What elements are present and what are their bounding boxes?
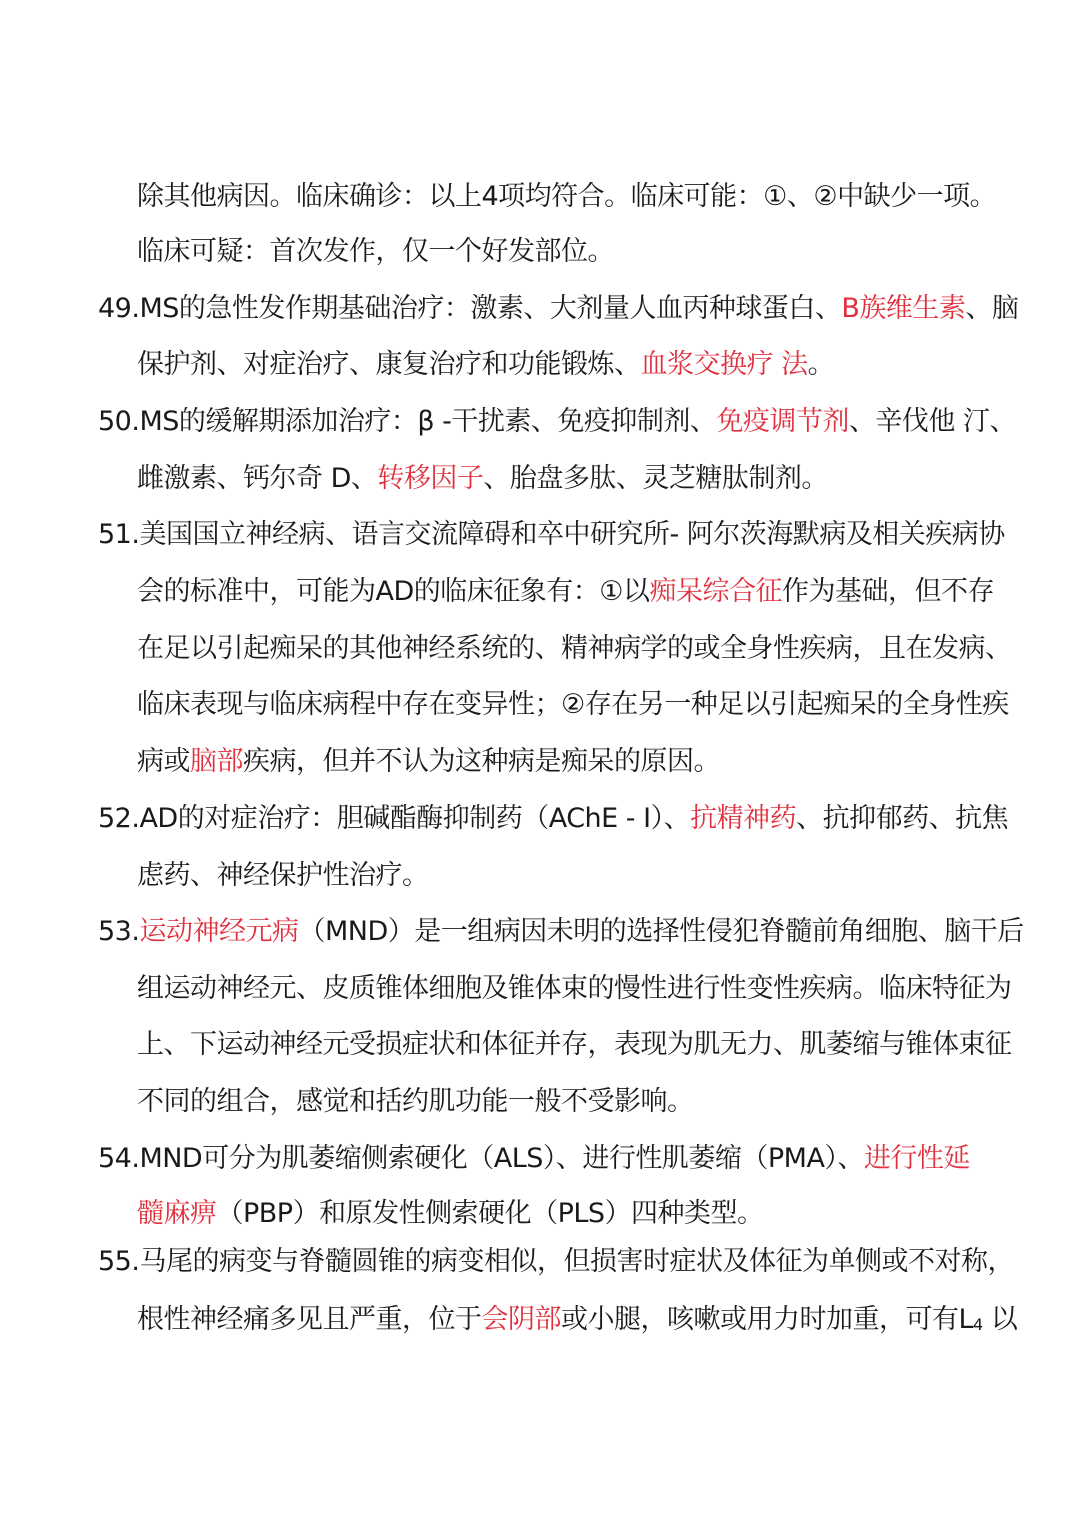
text-line-6 [137,459,828,499]
text-line-2 [137,232,614,272]
text-segment: （MND）是一组病因未明的选择性侵犯脊髓前角细胞、脑干后 [298,916,1024,947]
text-segment: 除其他病因。临床确诊：以上4项均符合。临床可能：①、②中缺少一项。 [137,181,997,212]
text-segment: 上、下运动神经元受损症状和体征并存，表现为肌无力、肌萎缩与锥体束征 [137,1029,1012,1060]
highlighted-term: 免疫调节剂 [716,406,849,437]
text-segment: （PBP）和原发性侧索硬化（PLS）四种类型。 [216,1198,764,1229]
text-segment: 不同的组合，感觉和括约肌功能一般不受影响。 [137,1086,694,1117]
text-segment: 会的标准中，可能为AD的临床征象有：①以 [137,576,650,607]
highlighted-term: B族维生素 [841,293,966,324]
text-line-17 [137,1082,694,1122]
text-line-14 [98,912,1024,952]
text-segment: 临床可疑：首次发作，仅一个好发部位。 [137,236,614,267]
text-line-10 [137,685,1009,725]
text-line-11 [137,742,720,782]
text-segment: 50.MS的缓解期添加治疗：β -干扰素、免疫抑制剂、 [98,406,717,437]
text-line-21 [137,1300,1017,1340]
highlighted-term: 髓麻痹 [137,1198,217,1229]
text-segment: 疾病，但并不认为这种病是痴呆的原因。 [243,746,720,777]
text-line-3 [98,289,1018,329]
text-line-9 [137,629,1012,669]
text-line-5 [98,402,1016,442]
text-segment: 、脑 [965,293,1019,324]
text-segment: 雌激素、钙尔奇 D、 [137,463,378,494]
text-segment: 、胎盘多肽、灵芝糖肽制剂。 [483,463,828,494]
highlighted-term: 会阴部 [481,1304,561,1335]
text-segment: 55.马尾的病变与脊髓圆锥的病变相似，但损害时症状及体征为单侧或不对称， [98,1246,1014,1277]
text-line-15 [137,969,1012,1009]
text-line-12 [98,799,1008,839]
text-segment: 保护剂、对症治疗、康复治疗和功能锻炼、 [137,349,641,380]
text-segment: 或小腿，咳嗽或用力时加重，可有L [561,1304,974,1335]
text-segment: 49.MS的急性发作期基础治疗：激素、大剂量人血丙种球蛋白、 [98,293,842,324]
text-line-16 [137,1025,1012,1065]
text-line-8 [137,572,994,612]
text-segment: 作为基础，但不存 [781,576,994,607]
text-line-19 [137,1194,764,1234]
highlighted-term: 运动神经元病 [139,916,299,947]
text-line-18 [98,1139,970,1179]
text-segment: 以 [982,1304,1018,1335]
text-segment: 53. [98,916,140,947]
text-line-13 [137,856,429,896]
subscript-text: 4 [973,1315,983,1334]
text-segment: 51.美国国立神经病、语言交流障碍和卒中研究所- 阿尔茨海默病及相关疾病协 [98,519,1005,550]
highlighted-term: 痴呆综合征 [649,576,782,607]
text-segment: 虑药、神经保护性治疗。 [137,860,429,891]
highlighted-term: 脑部 [190,746,243,777]
text-segment: 临床表现与临床病程中存在变异性；②存在另一种足以引起痴呆的全身性疾 [137,689,1009,720]
highlighted-term: 血浆交换疗 法 [640,349,808,380]
text-segment: 。 [807,349,835,380]
text-line-1 [137,177,996,217]
text-segment: 、辛伐他 汀、 [848,406,1017,437]
highlighted-term: 转移因子 [377,463,484,494]
text-segment: 组运动神经元、皮质锥体细胞及锥体束的慢性进行性变性疾病。临床特征为 [137,973,1012,1004]
text-segment: 、抗抑郁药、抗焦 [796,803,1009,834]
text-segment: 在足以引起痴呆的其他神经系统的、精神病学的或全身性疾病，且在发病、 [137,633,1012,664]
highlighted-term: 进行性延 [863,1143,970,1174]
text-line-4 [137,345,834,385]
text-line-7 [98,515,1005,555]
text-segment: 根性神经痛多见且严重，位于 [137,1304,482,1335]
text-line-20 [98,1242,1014,1282]
text-segment: 54.MND可分为肌萎缩侧索硬化（ALS）、进行性肌萎缩（PMA）、 [98,1143,864,1174]
text-segment: 52.AD的对症治疗：胆碱酯酶抑制药（AChE - I）、 [98,803,691,834]
text-segment: 病或 [137,746,190,777]
highlighted-term: 抗精神药 [690,803,797,834]
